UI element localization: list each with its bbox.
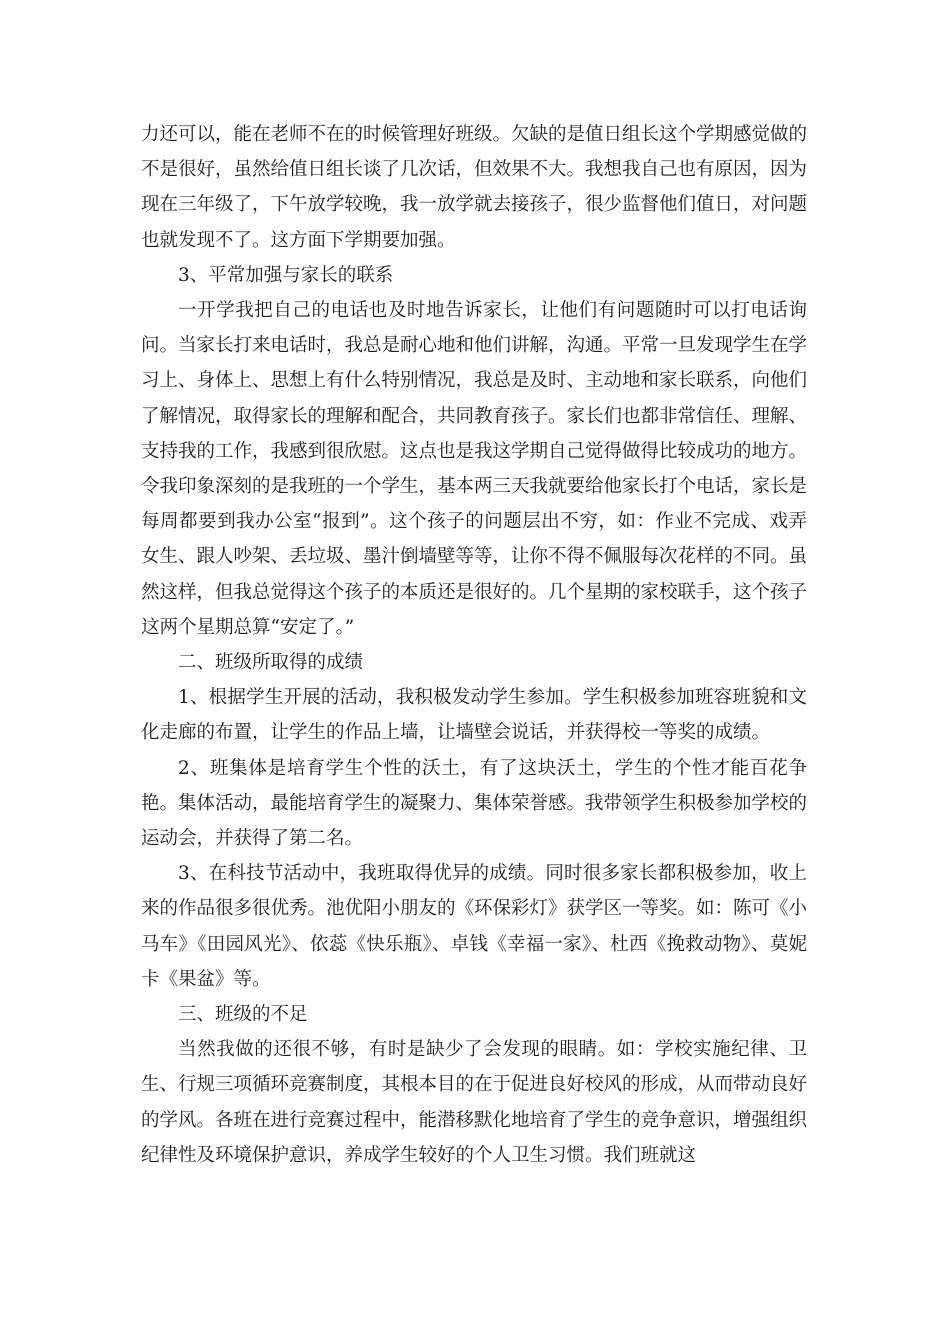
paragraph-achievement-2: 2、班集体是培育学生个性的沃土，有了这块沃土，学生的个性才能百花争艳。集体活动，最能培育学生的凝聚力、集体荣誉感。我带领学生积极参加学校的运动会，并获得了第二名。 [141,757,808,850]
paragraph-achievement-1: 1、根据学生开展的活动，我积极发动学生参加。学生积极参加班容班貌和文化走廊的布置，让学生的作品上墙，让墙壁会说话，并获得校一等奖的成绩。 [141,687,807,744]
heading-parent-contact: 3、平常加强与家长的联系 [178,264,394,286]
heading-shortcomings: 三、班级的不足 [178,1004,308,1026]
document-page [141,117,807,1173]
paragraph-parent-contact: 一开学我把自己的电话也及时地告诉家长，让他们有问题随时可以打电话询问。当家长打来电话时，我总是耐心地和他们讲解，沟通。平常一旦发现学生在学习上、身体上、思想上有什么特别情况，我总是及时、主动地和家长联系，向他们了解情况，取得家长的理解和配合，共同教育孩子。家长们也都非常信任、理解、支持我的工作，我感到很欣慰。这点也是我这学期自己觉得做得比较成功的地方。令我印象深刻的是我班的一个学生，基本两三天我就要给他家长打个电话，家长是每周都要到我办公室“报到”。这个孩子的问题层出不穷，如：作业不完成、戏弄女生、跟人吵架、丢垃圾、墨汁倒墙壁等等，让你不得不佩服每次花样的不同。虽然这样，但我总觉得这个孩子的本质还是很好的。几个星期的家校联手，这个孩子这两个星期总算“安定了。” [141,300,808,638]
paragraph-1: 力还可以，能在老师不在的时候管理好班级。欠缺的是值日组长这个学期感觉做的不是很好，虽然给值日组长谈了几次话，但效果不大。我想我自己也有原因，因为现在三年级了，下午放学较晚，我一放学就去接孩子，很少监督他们值日，对问题也就发现不了。这方面下学期要加强。 [141,124,808,251]
paragraph-shortcomings: 当然我做的还很不够，有时是缺少了会发现的眼睛。如：学校实施纪律、卫生、行规三项循环竞赛制度，其根本目的在于促进良好校风的形成，从而带动良好的学风。各班在进行竞赛过程中，能潜移默化地培育了学生的竞争意识，增强组织纪律性及环境保护意识，养成学生较好的个人卫生习惯。我们班就这 [141,1039,808,1166]
heading-achievements: 二、班级所取得的成绩 [178,652,364,674]
paragraph-achievement-3: 3、在科技节活动中，我班取得优异的成绩。同时很多家长都积极参加，收上来的作品很多很优秀。池优阳小朋友的《环保彩灯》获学区一等奖。如：陈可《小马车》《田园风光》、依蕊《快乐瓶》、卓钱《幸福一家》、杜西《挽救动物》、莫妮卡《果盆》等。 [141,863,808,990]
